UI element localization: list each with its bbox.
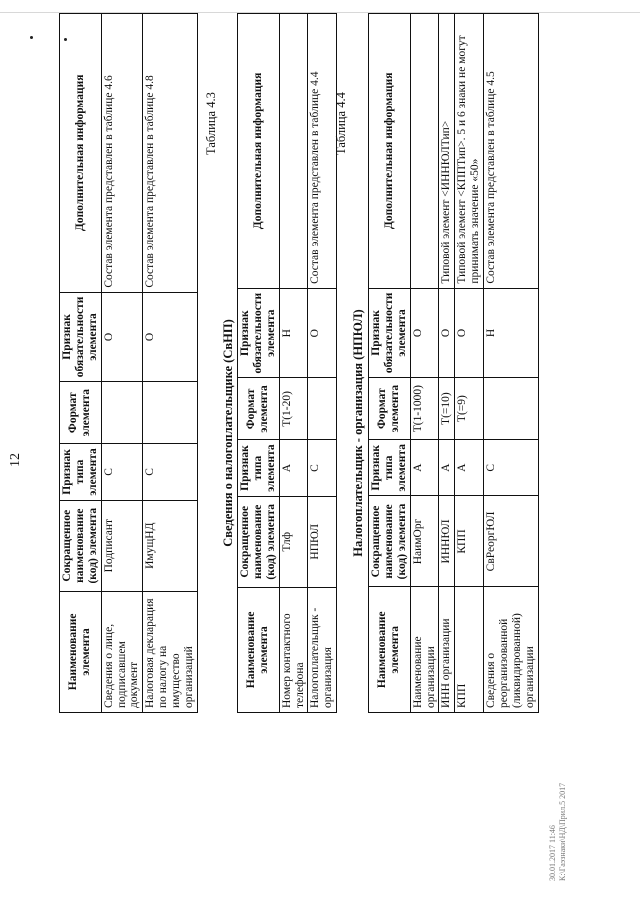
cell-required: О (439, 288, 455, 378)
header-type: Признак типа элемента (369, 440, 411, 496)
table-header-row (60, 14, 102, 713)
header-code: Сокращенное наименование (код) элемента (369, 496, 411, 587)
cell-code: СвРеоргЮЛ (484, 496, 539, 587)
header-format: Формат элемента (238, 378, 280, 440)
table-title: Налогоплательщик - организация (НПЮЛ) (351, 309, 365, 557)
cell-name: Сведения о лице, подписавшем документ (101, 591, 143, 712)
cell-name: КПП (455, 587, 484, 713)
footer-path: К:\Гаэзнаки\НД\Прил.5 2017 (558, 782, 568, 881)
cell-info: Типовой элемент <ИННЮЛТип> (439, 14, 455, 289)
cell-required: О (410, 288, 439, 378)
cell-format (143, 382, 198, 444)
header-code: Сокращенное наименование (код) элемента (60, 500, 102, 591)
header-required: Признак обязательности элемента (369, 288, 411, 378)
cell-required: Н (484, 288, 539, 378)
cell-format (101, 382, 143, 444)
table-row (439, 14, 455, 713)
cell-name: Номер контактного телефона (279, 587, 308, 712)
cell-format (308, 378, 337, 440)
cell-info (410, 14, 439, 289)
cell-type: С (101, 444, 143, 500)
cell-type: С (143, 444, 198, 500)
table-svnp (237, 13, 337, 713)
header-info: Дополнительная информация (369, 14, 411, 289)
table-caption: Таблица 4.3 (204, 92, 218, 155)
header-name: Наименование элемента (369, 587, 411, 713)
table-row (410, 14, 439, 713)
table-title: Сведения о налогоплательщике (СвНП) (221, 319, 235, 547)
header-info: Дополнительная информация (238, 14, 280, 289)
cell-name: ИНН организации (439, 587, 455, 713)
table-caption: Таблица 4.4 (334, 92, 348, 155)
cell-info: Состав элемента представлен в таблице 4.4 (308, 14, 337, 289)
cell-code: ИННЮЛ (439, 496, 455, 587)
cell-code: КПП (455, 496, 484, 587)
table-row (308, 14, 337, 713)
cell-type: А (279, 440, 308, 496)
cell-format: T(1-1000) (410, 378, 439, 440)
cell-code: НаимОрг (410, 496, 439, 587)
cell-format: T(=10) (439, 378, 455, 440)
header-type: Признак типа элемента (238, 440, 280, 496)
table-row (143, 14, 198, 713)
table-header-row (369, 14, 411, 713)
cell-type: А (410, 440, 439, 496)
cell-format: T(1-20) (279, 378, 308, 440)
cell-required: Н (279, 288, 308, 378)
header-code: Сокращенное наименование (код) элемента (238, 496, 280, 587)
cell-name: Налогоплательщик - организация (308, 587, 337, 712)
cell-required: О (143, 292, 198, 382)
page-number: 12 (8, 453, 23, 467)
table-header-row (238, 14, 280, 713)
cell-code: Подписант (101, 500, 143, 591)
table-main-elements (59, 13, 198, 713)
header-required: Признак обязательности элемента (238, 288, 280, 378)
header-type: Признак типа элемента (60, 444, 102, 500)
cell-format (484, 378, 539, 440)
cell-info: Состав элемента представлен в таблице 4.8 (143, 14, 198, 293)
header-required: Признак обязательности элемента (60, 292, 102, 382)
header-name: Наименование элемента (60, 591, 102, 712)
footer-timestamp: 30.01.2017 11:46 (548, 825, 557, 881)
cell-type: А (455, 440, 484, 496)
cell-type: С (308, 440, 337, 496)
cell-name: Наименование организации (410, 587, 439, 713)
cell-code: ИмущНД (143, 500, 198, 591)
cell-type: С (484, 440, 539, 496)
cell-required: О (101, 292, 143, 382)
cell-info: Состав элемента представлен в таблице 4.6 (101, 14, 143, 293)
header-format: Формат элемента (369, 378, 411, 440)
cell-info: Типовой элемент <КППТип>. 5 и 6 знаки не могут принимать значение «50» (455, 14, 484, 289)
header-format: Формат элемента (60, 382, 102, 444)
table-row (101, 14, 143, 713)
cell-name: Налоговая декларация по налогу на имущество организаций (143, 591, 198, 712)
header-info: Дополнительная информация (60, 14, 102, 293)
table-row (279, 14, 308, 713)
cell-info (279, 14, 308, 289)
table-row (484, 14, 539, 713)
cell-code: Тлф (279, 496, 308, 587)
header-name: Наименование элемента (238, 587, 280, 712)
table-row (455, 14, 484, 713)
cell-code: НПЮЛ (308, 496, 337, 587)
cell-required: О (308, 288, 337, 378)
table-npul (368, 13, 539, 713)
rotated-page (0, 13, 640, 893)
cell-name: Сведения о реорганизованной (ликвидированной) организации (484, 587, 539, 713)
cell-type: А (439, 440, 455, 496)
cell-required: О (455, 288, 484, 378)
cell-info: Состав элемента представлен в таблице 4.5 (484, 14, 539, 289)
print-footer (548, 783, 569, 881)
cell-format: T(=9) (455, 378, 484, 440)
